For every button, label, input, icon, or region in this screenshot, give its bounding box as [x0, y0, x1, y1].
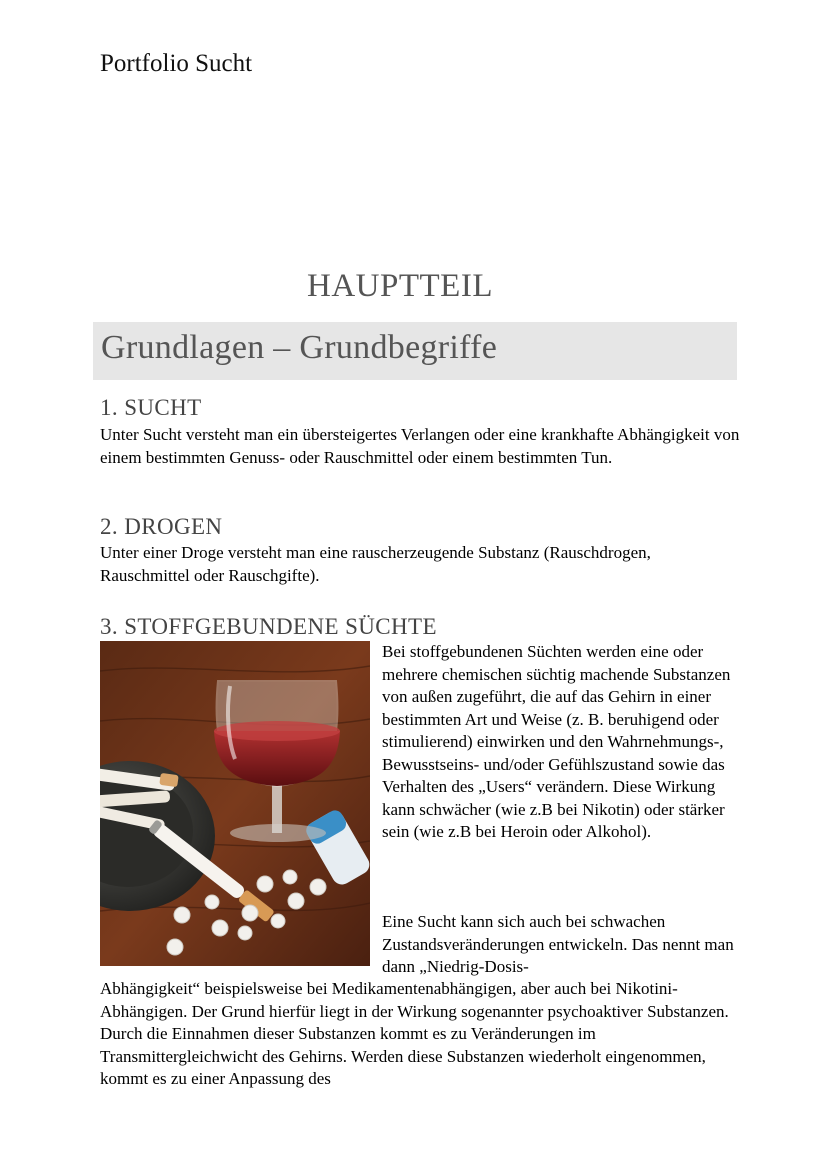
part-title: HAUPTTEIL	[307, 268, 493, 304]
section-title: Grundlagen – Grundbegriffe	[101, 329, 498, 366]
section-title-band	[93, 322, 737, 380]
text-stoffgebundene-paragraph-1: Bei stoffgebundenen Süchten werden eine oder mehrere chemischen süchtig machende Substanzen von außen zugeführt, die auf das Gehirn in einer bestimmten Art und Weise (z. B. beruhigend oder stimulierend) einwirken und den Wahrnehmungs-, Bewusstseins- und/oder Gefühlszustand sowie das Verhalten des „Users“ verändern. Diese Wirkung kann schwächer (wie z.B bei Nikotin) oder stärker sein (wie z.B bei Heroin oder Alkohol).	[382, 642, 731, 841]
text-stoffgebundene-paragraph-2-wrapped: Eine Sucht kann sich auch bei schwachen Zustandsveränderungen entwickeln. Das nennt man dann „Niedrig-Dosis-	[382, 912, 734, 976]
heading-stoffgebundene-suechte: 3. STOFFGEBUNDENE SÜCHTE	[100, 614, 437, 639]
document-header: Portfolio Sucht	[100, 50, 253, 77]
heading-sucht: 1. SUCHT	[100, 395, 202, 420]
text-stoffgebundene-paragraph-2-full: Abhängigkeit“ beispielsweise bei Medikamentenabhängigen, aber auch bei Nikotini-Abhängigen. Der Grund hierfür liegt in der Wirkung sogenannter psychoaktiver Substanzen. Durch die Einnahmen dieser Substanzen kommt es zu Veränderungen im Transmittergleichwicht des Gehirns. Werden diese Substanzen wiederholt eingenommen, kommt es zu einer Anpassung des	[100, 979, 729, 1088]
text-sucht: Unter Sucht versteht man ein übersteigertes Verlangen oder eine krankhafte Abhängigkeit von einem bestimmten Genuss- oder Rauschmittel oder einem bestimmten Tun.	[100, 425, 740, 467]
heading-drogen: 2. DROGEN	[100, 514, 223, 539]
wine-glass-cigarettes-pills-photo	[100, 641, 370, 966]
text-drogen: Unter einer Droge versteht man eine rauscherzeugende Substanz (Rauschdrogen, Rauschmittel oder Rauschgifte).	[100, 543, 651, 585]
